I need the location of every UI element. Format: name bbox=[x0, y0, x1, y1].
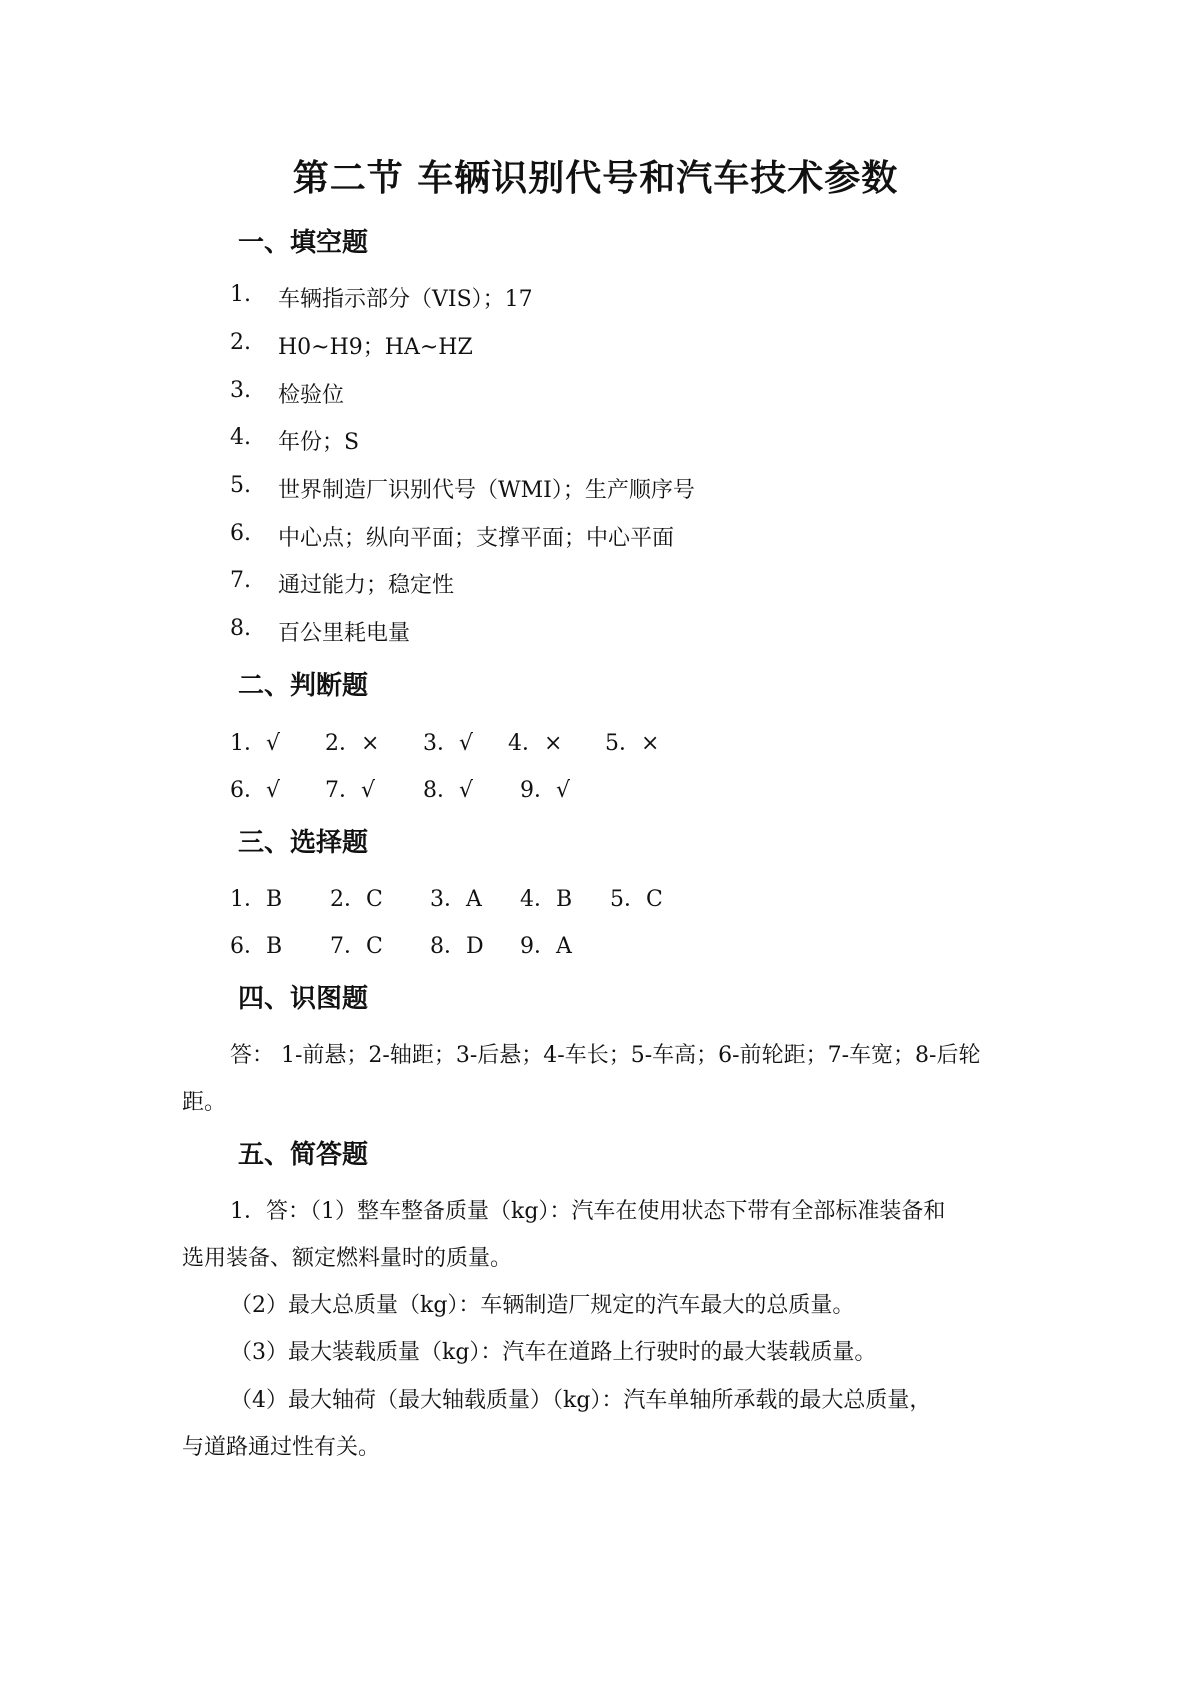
heading-short-answer: 五、简答题 bbox=[238, 1140, 369, 1170]
fill-item-text: 通过能力；稳定性 bbox=[278, 573, 455, 598]
choice-answer: 7．C bbox=[330, 934, 383, 959]
judge-answer: 9．√ bbox=[520, 778, 571, 803]
judge-answer: 6．√ bbox=[230, 778, 281, 803]
judge-answer: 4．× bbox=[508, 731, 563, 756]
choice-answer: 6．B bbox=[230, 934, 283, 959]
heading-fill-in: 一、填空题 bbox=[238, 228, 369, 258]
fill-item-text: 百公里耗电量 bbox=[278, 621, 411, 646]
fill-item-number: 4. bbox=[230, 425, 251, 450]
heading-true-false: 二、判断题 bbox=[238, 671, 369, 701]
fill-item-number: 3. bbox=[230, 378, 251, 403]
fill-item-number: 1. bbox=[230, 282, 251, 307]
fill-item-number: 5. bbox=[230, 473, 251, 498]
short-answer-p2: （2）最大总质量（kg）：车辆制造厂规定的汽车最大的总质量。 bbox=[230, 1293, 855, 1318]
choice-answer: 3．A bbox=[430, 887, 482, 912]
fill-item-text: 世界制造厂识别代号（WMI）；生产顺序号 bbox=[278, 478, 695, 503]
judge-answer: 5．× bbox=[605, 731, 660, 756]
short-answer-p4-line-1: （4）最大轴荷（最大轴载质量）（kg）：汽车单轴所承载的最大总质量， bbox=[230, 1388, 932, 1413]
judge-answer: 7．√ bbox=[325, 778, 376, 803]
figure-answer-line-2: 距。 bbox=[182, 1090, 227, 1115]
judge-answer: 8．√ bbox=[423, 778, 474, 803]
fill-item-number: 8. bbox=[230, 616, 251, 641]
choice-answer: 1．B bbox=[230, 887, 283, 912]
fill-item-text: 年份；S bbox=[278, 430, 360, 455]
fill-item-number: 6. bbox=[230, 521, 251, 546]
short-answer-p1-line-2: 选用装备、额定燃料量时的质量。 bbox=[182, 1246, 513, 1271]
short-answer-p1-line-1: 1．答：（1）整车整备质量（kg）：汽车在使用状态下带有全部标准装备和 bbox=[230, 1199, 946, 1224]
page-title: 第二节 车辆识别代号和汽车技术参数 bbox=[292, 158, 899, 199]
choice-answer: 8．D bbox=[430, 934, 484, 959]
figure-answer-line-1: 答： 1-前悬；2-轴距；3-后悬；4-车长；5-车高；6-前轮距；7-车宽；8-后轮 bbox=[230, 1043, 981, 1068]
judge-answer: 3．√ bbox=[423, 731, 474, 756]
fill-item-text: 车辆指示部分（VIS）；17 bbox=[278, 287, 533, 312]
judge-answer: 1．√ bbox=[230, 731, 281, 756]
choice-answer: 9．A bbox=[520, 934, 572, 959]
fill-item-text: 检验位 bbox=[278, 383, 345, 408]
short-answer-p3: （3）最大装载质量（kg）：汽车在道路上行驶时的最大装载质量。 bbox=[230, 1340, 877, 1365]
fill-item-text: H0~H9；HA~HZ bbox=[278, 335, 473, 360]
fill-item-text: 中心点；纵向平面；支撑平面；中心平面 bbox=[278, 526, 675, 551]
choice-answer: 2．C bbox=[330, 887, 383, 912]
judge-answer: 2．× bbox=[325, 731, 380, 756]
fill-item-number: 7. bbox=[230, 568, 251, 593]
short-answer-p4-line-2: 与道路通过性有关。 bbox=[182, 1435, 381, 1460]
fill-item-number: 2. bbox=[230, 330, 251, 355]
choice-answer: 4．B bbox=[520, 887, 573, 912]
heading-diagram-reading: 四、识图题 bbox=[238, 984, 369, 1014]
choice-answer: 5．C bbox=[610, 887, 663, 912]
heading-multiple-choice: 三、选择题 bbox=[238, 828, 369, 858]
